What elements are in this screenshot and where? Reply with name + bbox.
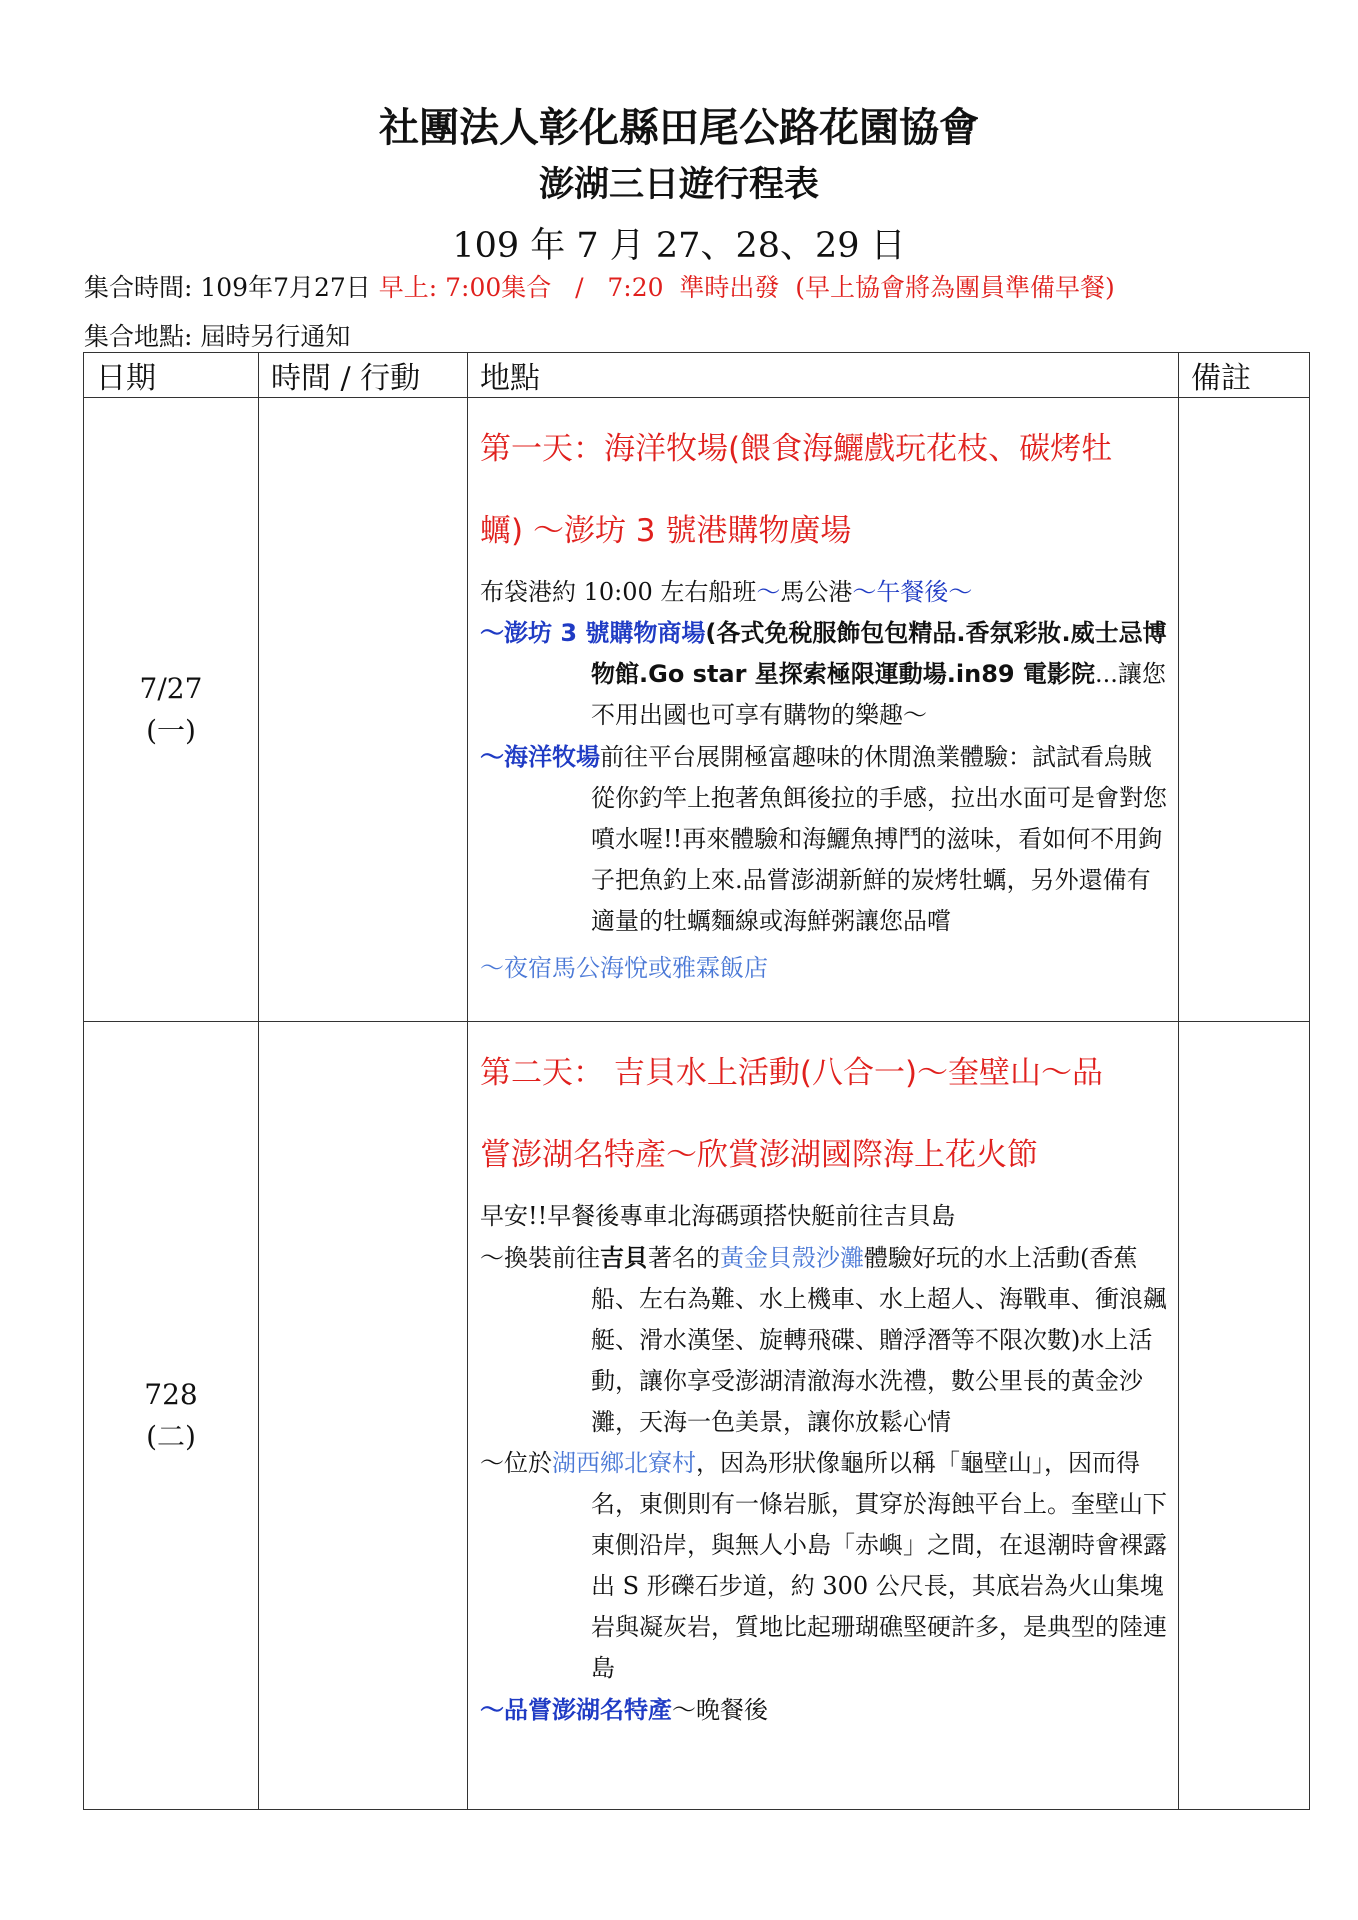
header-date: 日期 (84, 353, 259, 398)
assembly-time-detail: 早上: 7:00集合 / 7:20 準時出發 (早上協會將為團員準備早餐) (370, 273, 1115, 302)
date-day2: 728 (144, 1377, 198, 1411)
date-cell-day1 (84, 398, 259, 1022)
day1-heading-line2: 蠣) ～澎坊 3 號港購物廣場 (480, 513, 852, 549)
date-day1: 7/27 (139, 671, 203, 705)
day1-hotel: ～夜宿馬公海悅或雅霖飯店 (480, 954, 768, 982)
weekday-day1: (一) (146, 713, 196, 747)
day2-heading-line2: 嘗澎湖名特產～欣賞澎湖國際海上花火節 (480, 1137, 1038, 1173)
location-cell-day2 (468, 1022, 1179, 1810)
assembly-time (84, 268, 1115, 304)
header-time-action: 時間 / 行動 (259, 353, 468, 398)
day2-dinner-line: ～品嘗澎湖名特產～晚餐後 (480, 1695, 768, 1724)
day1-heading (480, 408, 1168, 572)
day2-heading (480, 1032, 1168, 1196)
trip-dates: 109 年 7 月 27、28、29 日 (452, 226, 906, 266)
time-cell-day2 (259, 1022, 468, 1810)
remarks-cell-day2 (1179, 1022, 1310, 1810)
day1-shopping-item: ～澎坊 3 號購物商場(各式免稅服飾包包精品.香氛彩妝.威士忌博物館.Go star 星探索極限運動場.in89 電影院...讓您不用出國也可享有購物的樂趣～ (480, 619, 1167, 729)
day2-heading-line1: 第二天： 吉貝水上活動(八合一)～奎壁山～品 (480, 1055, 1104, 1091)
remarks-cell-day1 (1179, 398, 1310, 1022)
assembly-place: 集合地點: 屆時另行通知 (84, 322, 351, 351)
date-cell-day2 (84, 1022, 259, 1810)
table-row-day1 (84, 398, 1310, 1022)
day2-water-activity-item: ～換裝前往吉貝著名的黃金貝殼沙灘體驗好玩的水上活動(香蕉船、左右為難、水上機車、水上超人、海戰車、衝浪飆艇、滑水漢堡、旋轉飛碟、贈浮潛等不限次數)水上活動，讓你享受澎湖清澈海水洗禮，數公里長的黃金沙灘，天海一色美景，讓你放鬆心情 (480, 1243, 1167, 1436)
header-remarks: 備註 (1179, 353, 1310, 398)
assembly-time-label: 集合時間: 109年7月27日 (84, 273, 371, 302)
table-header-row (84, 353, 1310, 398)
day1-ranch-item: ～海洋牧場前往平台展開極富趣味的休閒漁業體驗：試試看烏賊從你釣竿上抱著魚餌後拉的手感，拉出水面可是會對您噴水喔!!再來體驗和海鱺魚搏鬥的滋味，看如何不用鉤子把魚釣上來.品嘗澎湖新鮮的炭烤牡蠣，另外還備有適量的牡蠣麵線或海鮮粥讓您品嚐 (480, 742, 1167, 935)
trip-title: 澎湖三日遊行程表 (538, 164, 819, 205)
day1-heading-line1: 第一天：海洋牧場(餵食海鱺戲玩花枝、碳烤牡 (480, 431, 1113, 467)
weekday-day2: (二) (146, 1419, 196, 1453)
day2-morning-line: 早安!!早餐後專車北海碼頭搭快艇前往吉貝島 (480, 1202, 956, 1230)
location-cell-day1 (468, 398, 1179, 1022)
day1-ferry-line: 布袋港約 10:00 左右船班～馬公港～午餐後～ (480, 578, 973, 606)
organization-title: 社團法人彰化縣田尾公路花園協會 (379, 104, 979, 151)
table-row-day2 (84, 1022, 1310, 1810)
itinerary-table (83, 352, 1310, 1810)
header-location: 地點 (468, 353, 1179, 398)
time-cell-day1 (259, 398, 468, 1022)
day2-kuibi-item: ～位於湖西鄉北寮村，因為形狀像龜所以稱「龜壁山」，因而得名，東側則有一條岩脈，貫穿於海蝕平台上。奎壁山下東側沿岸，與無人小島「赤嶼」之間，在退潮時會裸露出 S 形礫石步道，約 300 公尺長，其底岩為火山集塊岩與凝灰岩，質地比起珊瑚礁堅硬許多，是典型的陸連島 (480, 1449, 1167, 1682)
